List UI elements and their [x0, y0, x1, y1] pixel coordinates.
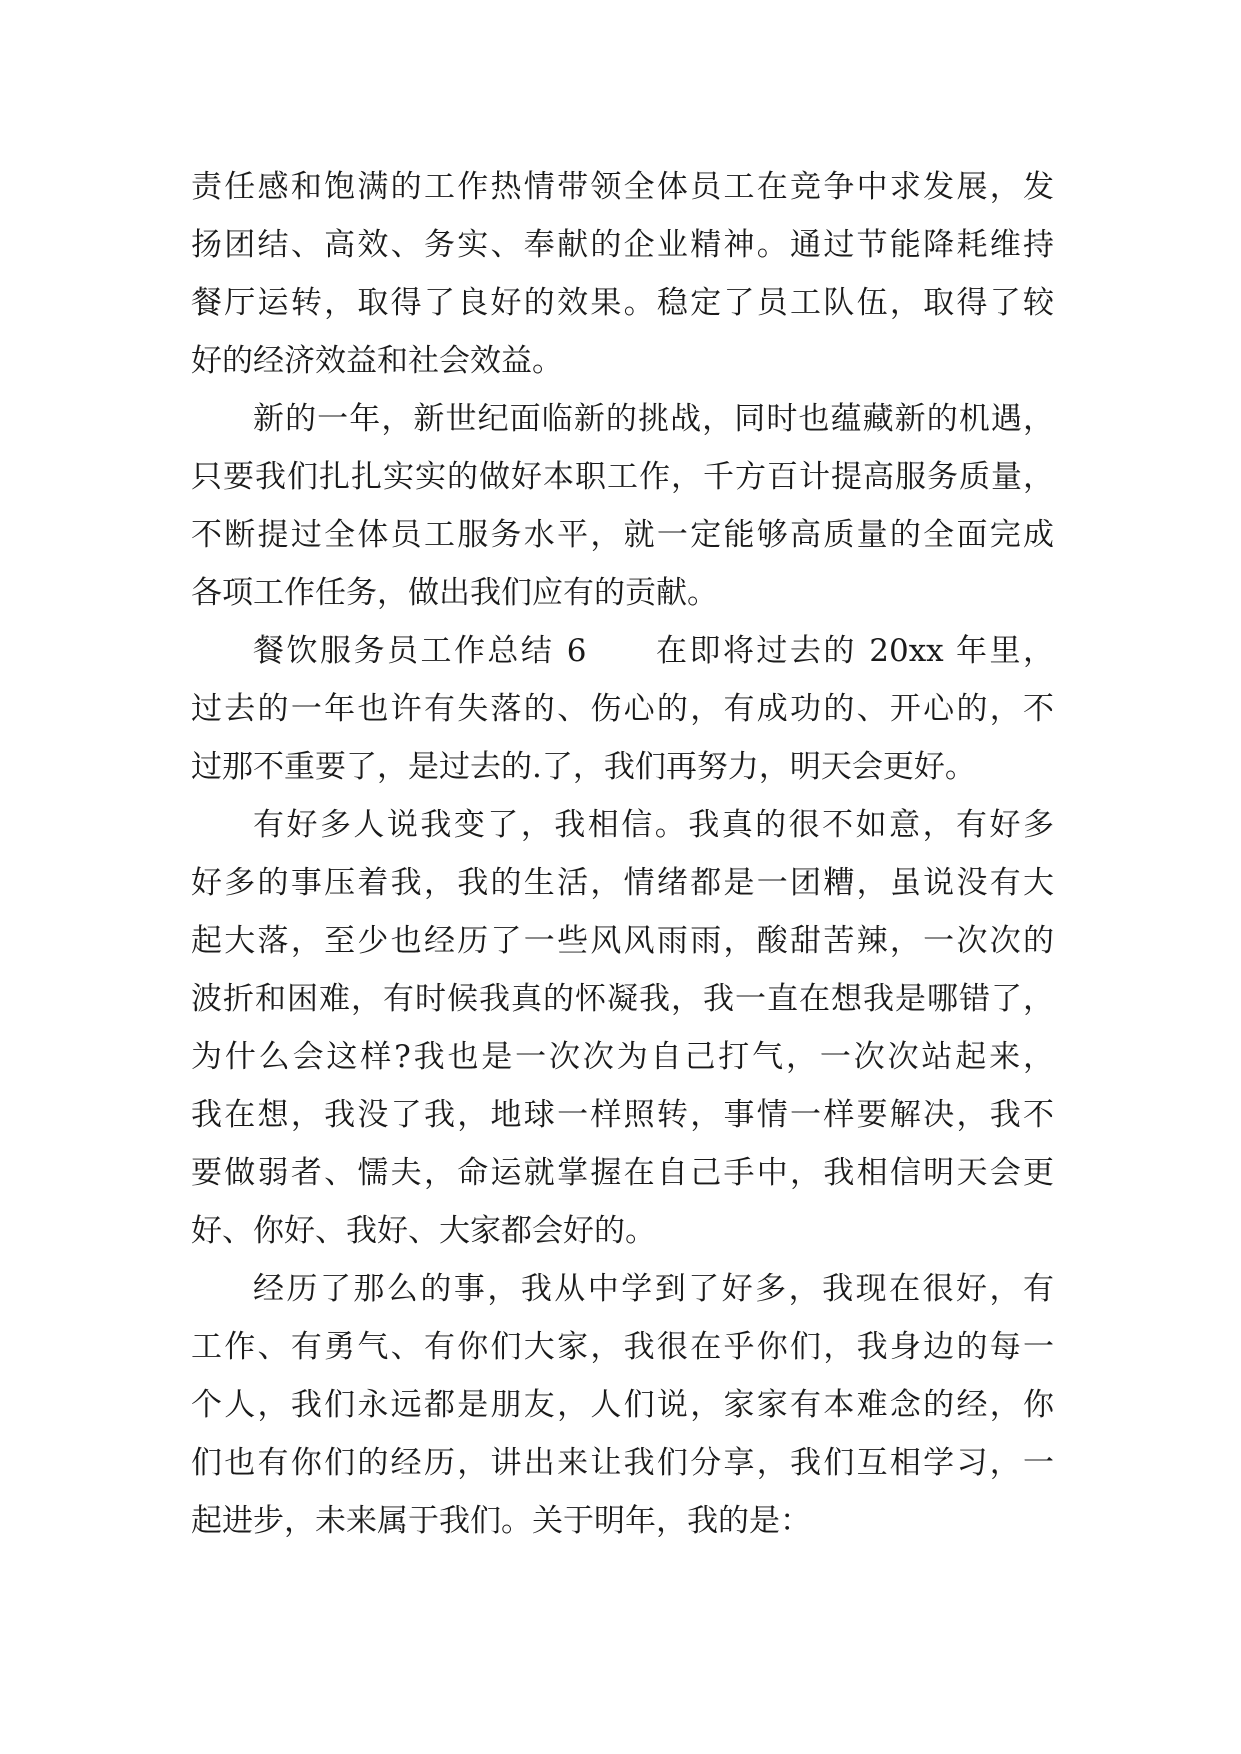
text-line: 波折和困难，有时候我真的怀凝我，我一直在想我是哪错了，	[191, 981, 1054, 1017]
text-line: 好多的事压着我，我的生活，情绪都是一团糟，虽说没有大	[191, 865, 1054, 901]
text-line: 不断提过全体员工服务水平，就一定能够高质量的全面完成	[191, 517, 1054, 553]
document-body	[191, 158, 1054, 1550]
text-line: 好、你好、我好、大家都会好的。	[191, 1213, 656, 1249]
text-line: 过去的一年也许有失落的、伤心的，有成功的、开心的，不	[191, 691, 1054, 727]
text-line: 起大落，至少也经历了一些风风雨雨，酸甜苦辣，一次次的	[191, 923, 1054, 959]
text-line: 扬团结、高效、务实、奉献的企业精神。通过节能降耗维持	[191, 227, 1054, 263]
text-line: 我在想，我没了我，地球一样照转，事情一样要解决，我不	[191, 1097, 1054, 1133]
text-line: 经历了那么的事，我从中学到了好多，我现在很好，有	[253, 1271, 1054, 1307]
text-line: 工作、有勇气、有你们大家，我很在乎你们，我身边的每一	[191, 1329, 1054, 1365]
text-line: 好的经济效益和社会效益。	[191, 343, 563, 379]
text-line: 们也有你们的经历，讲出来让我们分享，我们互相学习，一	[191, 1445, 1054, 1481]
text-line: 有好多人说我变了，我相信。我真的很不如意，有好多	[253, 807, 1054, 843]
text-line: 各项工作任务，做出我们应有的贡献。	[191, 575, 718, 611]
text-line: 要做弱者、懦夫，命运就掌握在自己手中，我相信明天会更	[191, 1155, 1054, 1191]
text-line: 只要我们扎扎实实的做好本职工作，千方百计提高服务质量，	[191, 459, 1054, 495]
text-line: 个人，我们永远都是朋友，人们说，家家有本难念的经，你	[191, 1387, 1054, 1423]
text-line: 起进步，未来属于我们。关于明年，我的是：	[191, 1503, 811, 1539]
text-line: 餐厅运转，取得了良好的效果。稳定了员工队伍，取得了较	[191, 285, 1054, 321]
text-line: 过那不重要了，是过去的.了，我们再努力，明天会更好。	[191, 749, 976, 785]
text-line: 为什么会这样?我也是一次次为自己打气，一次次站起来，	[191, 1039, 1054, 1075]
section-heading-line: 餐饮服务员工作总结 6 在即将过去的 20xx 年里，	[253, 633, 1054, 669]
text-line: 责任感和饱满的工作热情带领全体员工在竞争中求发展，发	[191, 169, 1054, 205]
text-line: 新的一年，新世纪面临新的挑战，同时也蕴藏新的机遇，	[253, 401, 1054, 437]
